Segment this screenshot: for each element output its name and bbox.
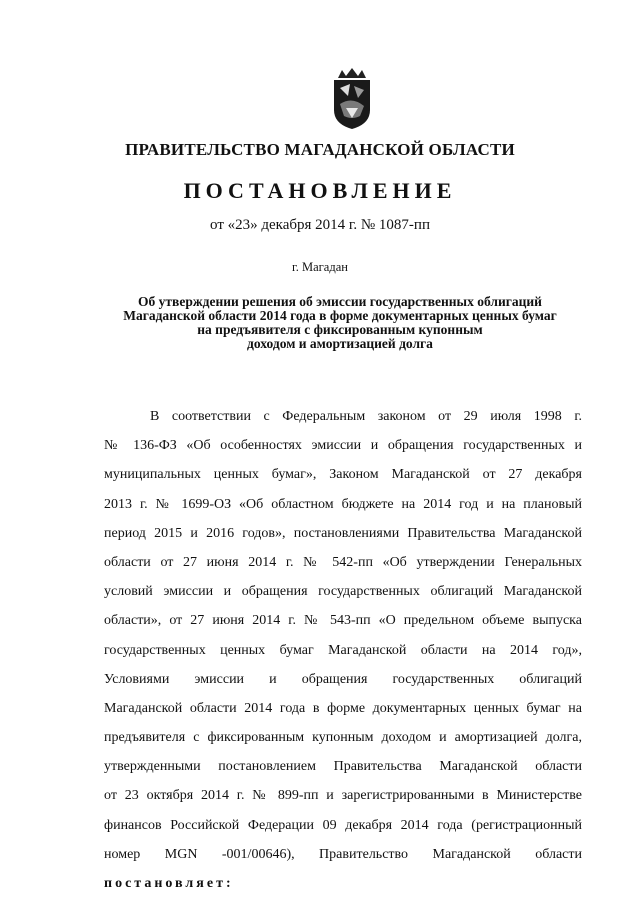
body-line: условий эмиссии и обращения государственных облигаций Магаданской xyxy=(104,584,582,600)
document-type-heading: ПОСТАНОВЛЕНИЕ xyxy=(183,178,457,203)
subject-line: Об утверждении решения об эмиссии государственных облигаций xyxy=(138,294,542,309)
body-line: предъявителя с фиксированным купонным доходом и амортизацией долга, xyxy=(104,730,582,746)
body-line: муниципальных ценных бумаг», Законом Магаданской от 27 декабря xyxy=(104,467,582,483)
body-line-decree-verb: постановляет: xyxy=(104,876,234,891)
body-line: финансов Российской Федерации 09 декабря 2014 года (регистрационный xyxy=(104,817,582,833)
body-line: В соответствии с Федеральным законом от 29 июля 1998 г. xyxy=(150,409,582,424)
subject-line: на предъявителя с фиксированным купонным xyxy=(197,322,483,337)
body-line: период 2015 и 2016 годов», постановлениями Правительства Магаданской xyxy=(104,525,582,541)
magadan-coat-of-arms-icon xyxy=(330,68,374,130)
body-line: утвержденными постановлением Правительства Магаданской области xyxy=(104,759,582,775)
body-line: области от 27 июня 2014 г. № 542-пп «Об утверждении Генеральных xyxy=(104,554,582,570)
document-body xyxy=(104,402,582,898)
document-date-number: от «23» декабря 2014 г. № 1087-пп xyxy=(210,217,430,233)
body-line: области», от 27 июня 2014 г. № 543-пп «О предельном объеме выпуска xyxy=(104,613,582,629)
subject-line: Магаданской области 2014 года в форме документарных ценных бумаг xyxy=(123,308,557,323)
body-line: Магаданской области 2014 года в форме документарных ценных бумаг на xyxy=(104,700,582,716)
body-line: от 23 октября 2014 г. № 899-пп и зарегистрированными в Министерстве xyxy=(104,788,582,804)
government-title: ПРАВИТЕЛЬСТВО МАГАДАНСКОЙ ОБЛАСТИ xyxy=(125,140,515,159)
document-subject xyxy=(90,295,590,351)
body-line: 2013 г. № 1699-ОЗ «Об областном бюджете на 2014 год и на плановый xyxy=(104,496,582,512)
document-city: г. Магадан xyxy=(292,260,348,274)
body-line: государственных ценных бумаг Магаданской области на 2014 год», xyxy=(104,642,582,658)
body-line: № 136-ФЗ «Об особенностях эмиссии и обращения государственных и xyxy=(104,438,582,454)
body-line: номер MGN -001/00646), Правительство Магаданской области xyxy=(104,846,582,862)
body-line: Условиями эмиссии и обращения государственных облигаций xyxy=(104,671,582,687)
subject-line: доходом и амортизацией долга xyxy=(247,336,433,351)
